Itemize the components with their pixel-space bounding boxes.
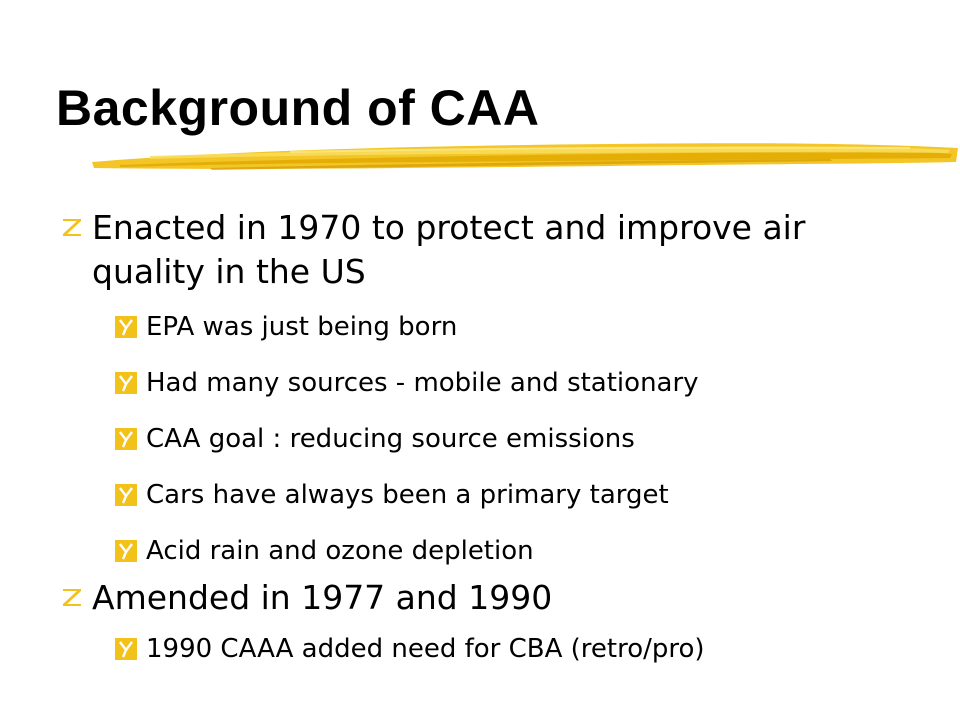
bullet-text: Enacted in 1970 to protect and improve air quality in the US (92, 208, 806, 291)
sub-bullet-text: Had many sources - mobile and stationary (146, 368, 699, 398)
z-bullet-icon (60, 585, 84, 609)
y-bullet-icon (114, 371, 138, 395)
y-bullet-icon (114, 539, 138, 563)
bullet-text: Amended in 1977 and 1990 (92, 578, 553, 617)
slide-title: Background of CAA (56, 80, 540, 136)
sub-bullet-item (114, 310, 906, 344)
sub-bullet-text: Cars have always been a primary target (146, 480, 669, 510)
sub-bullet-text: Acid rain and ozone depletion (146, 536, 534, 566)
y-bullet-icon (114, 483, 138, 507)
sub-bullet-text: 1990 CAAA added need for CBA (retro/pro) (146, 634, 705, 664)
bullet-list (60, 206, 906, 666)
brush-stroke-underline (90, 132, 960, 176)
sub-bullet-item (114, 534, 906, 568)
y-bullet-icon (114, 637, 138, 661)
y-bullet-icon (114, 427, 138, 451)
z-bullet-icon (60, 215, 84, 239)
sub-bullet-item (114, 632, 906, 666)
sub-bullet-item (114, 478, 906, 512)
bullet-item (60, 576, 882, 620)
sub-bullet-item (114, 366, 906, 400)
y-bullet-icon (114, 315, 138, 339)
sub-bullet-item (114, 422, 906, 456)
bullet-item (60, 206, 882, 294)
sub-bullet-text: EPA was just being born (146, 312, 458, 342)
sub-bullet-text: CAA goal : reducing source emissions (146, 424, 635, 454)
